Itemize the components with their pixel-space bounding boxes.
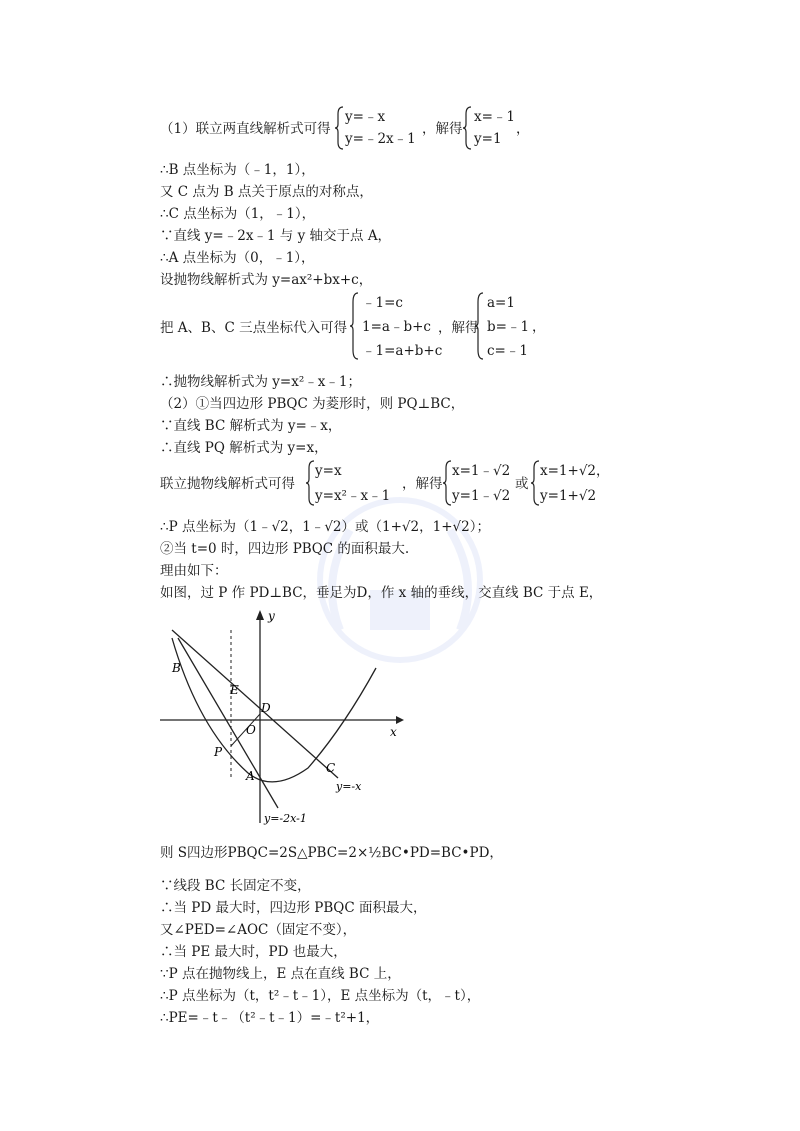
brace-icon (334, 106, 344, 150)
text-line: 又∠PED=∠AOC（固定不变）， (160, 922, 357, 938)
part1-sys-eq2: y=﹣2x﹣1 (345, 131, 416, 147)
text-line: ∵直线 y=﹣2x﹣1 与 y 轴交于点 A， (160, 228, 392, 244)
text-line: 又 C 点为 B 点关于原点的对称点， (160, 184, 373, 200)
line-y-neg-2x-1 (178, 638, 278, 808)
part3-sol-b-y: y=1+√2 (540, 488, 597, 504)
label-b: B (172, 661, 181, 675)
text-line: 设抛物线解析式为 y=ax²+bx+c， (160, 272, 373, 288)
label-line-neg-2x-1: y=-2x-1 (264, 812, 307, 825)
text-line: （2）①当四边形 PBQC 为菱形时，则 PQ⊥BC， (160, 396, 465, 412)
text-line: ∴P 点坐标为（1﹣√2，1﹣√2）或（1+√2，1+√2）； (160, 519, 490, 535)
part2-sol-b: b=﹣1 (487, 319, 530, 335)
part2-eq1: ﹣1=c (362, 295, 403, 311)
brace-icon (305, 460, 315, 506)
part2-eq2: 1=a﹣b+c (362, 319, 431, 335)
label-a: A (246, 769, 255, 783)
label-d: D (261, 701, 271, 715)
label-line-neg-x: y=-x (336, 780, 362, 793)
text-line: ∴直线 PQ 解析式为 y=x， (160, 440, 328, 456)
brace-icon (462, 106, 472, 150)
text-line: ∴当 PE 最大时，PD 也最大， (160, 944, 347, 960)
text-line: 如图，过 P 作 PD⊥BC，垂足为D，作 x 轴的垂线，交直线 BC 于点 E， (160, 585, 603, 601)
brace-icon (349, 292, 359, 360)
text-line: ∴A 点坐标为（0，﹣1）， (160, 250, 315, 266)
part1-sol-x: x=﹣1 (474, 109, 516, 125)
text-line: ∵直线 BC 解析式为 y=﹣x， (160, 418, 342, 434)
parabola-curve (172, 638, 376, 782)
text-line: ∴抛物线解析式为 y=x²﹣x﹣1； (160, 374, 361, 390)
label-e: E (230, 683, 239, 697)
part1-intro: （1）联立两直线解析式可得 (160, 121, 331, 137)
text-line: ∴P 点坐标为（t，t²﹣t﹣1），E 点坐标为（t，﹣t）， (160, 988, 481, 1004)
part2-sol-end: ， (532, 319, 546, 335)
part3-eq1: y=x (315, 463, 342, 479)
function-graph (158, 608, 408, 828)
text-line: ∵P 点在抛物线上，E 点在直线 BC 上， (160, 966, 401, 982)
part3-intro: 联立抛物线解析式可得 (160, 476, 295, 492)
part3-sol-b-x: x=1+√2 (540, 463, 597, 479)
text-line: ②当 t=0 时，四边形 PBQC 的面积最大. (160, 541, 410, 557)
part1-sol-end: ， (516, 121, 530, 137)
x-axis-arrow-icon (396, 716, 404, 724)
part2-solve-word: ，解得 (438, 320, 479, 336)
brace-icon (442, 460, 452, 506)
y-axis-arrow-icon (256, 610, 264, 620)
brace-icon (530, 460, 540, 506)
part1-sys-eq1: y=﹣x (345, 109, 386, 125)
part1-solve-word: ，解得 (422, 121, 463, 137)
part3-sol-a-x: x=1﹣√2 (452, 463, 511, 479)
text-line: ∴C 点坐标为（1，﹣1）， (160, 206, 316, 222)
label-x: x (390, 725, 397, 739)
text-line: ∴PE=﹣t﹣（t²﹣t﹣1）=﹣t²+1， (160, 1010, 380, 1026)
text-line: ∴当 PD 最大时，四边形 PBQC 面积最大， (160, 900, 427, 916)
part3-eq2: y=x²﹣x﹣1 (315, 488, 391, 504)
text-line: 理由如下： (160, 563, 228, 579)
brace-icon (474, 292, 484, 360)
label-o: O (246, 723, 256, 737)
part3-solve-word: ，解得 (402, 476, 443, 492)
part3-sol-a-y: y=1﹣√2 (452, 488, 511, 504)
label-y: y (268, 609, 275, 623)
text-line: ∵线段 BC 长固定不变， (160, 878, 311, 894)
text-line: 则 S四边形PBQC=2S△PBC=2×½BC•PD=BC•PD， (160, 845, 503, 861)
part2-sol-c: c=﹣1 (487, 343, 528, 359)
label-c: C (326, 761, 336, 775)
part3-sol-end: ， (596, 463, 610, 479)
part2-intro: 把 A、B、C 三点坐标代入可得 (160, 320, 348, 336)
part2-sol-a: a=1 (487, 295, 515, 311)
part3-or-word: 或 (515, 476, 529, 492)
part1-sol-y: y=1 (474, 131, 502, 147)
text-line: ∴B 点坐标为（﹣1，1）， (160, 162, 315, 178)
part2-eq3: ﹣1=a+b+c (362, 343, 443, 359)
label-p: P (214, 745, 223, 759)
